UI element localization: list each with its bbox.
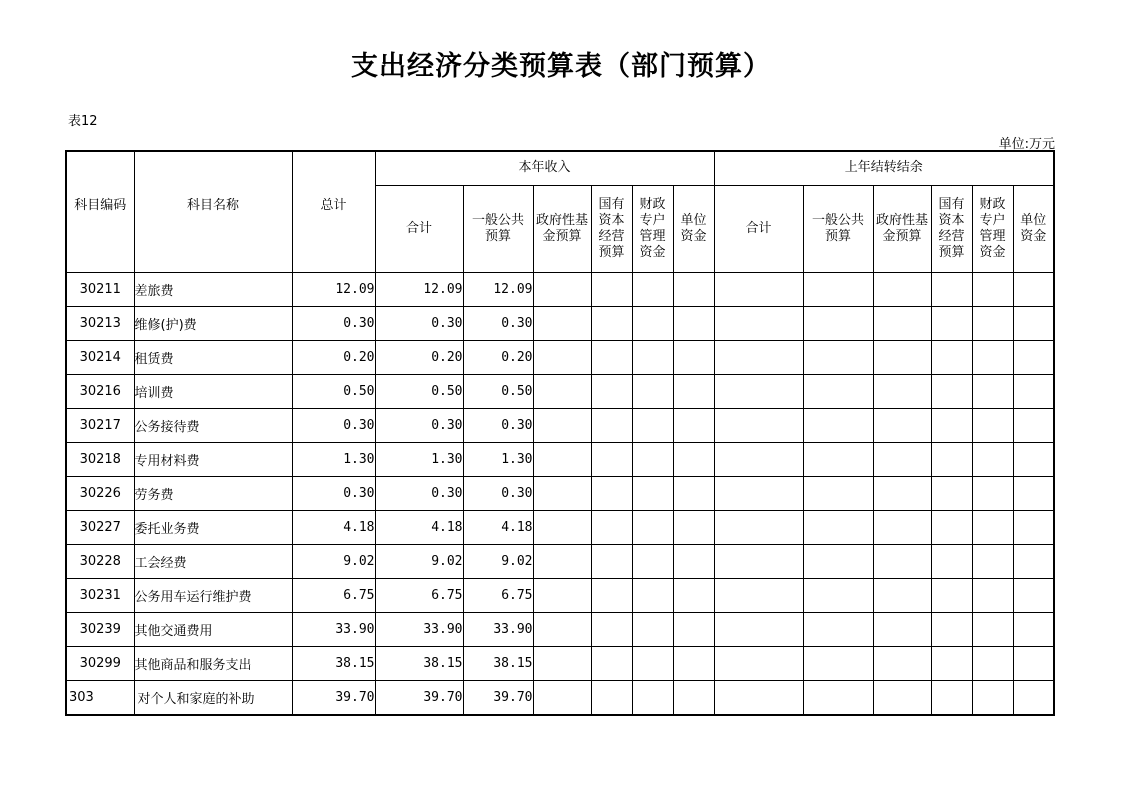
row-income-sum: 38.15 <box>375 646 463 680</box>
empty-cell <box>1013 476 1054 510</box>
empty-cell <box>533 374 591 408</box>
empty-cell <box>803 272 873 306</box>
row-name: 委托业务费 <box>134 510 292 544</box>
empty-cell <box>673 306 714 340</box>
table-number: 表12 <box>68 114 98 129</box>
table-row <box>66 544 1054 578</box>
empty-cell <box>1013 578 1054 612</box>
empty-cell <box>533 476 591 510</box>
empty-cell <box>931 408 972 442</box>
empty-cell <box>1013 544 1054 578</box>
empty-cell <box>972 374 1013 408</box>
empty-cell <box>931 544 972 578</box>
row-income-sum: 33.90 <box>375 612 463 646</box>
row-code: 30227 <box>66 510 134 544</box>
empty-cell <box>931 578 972 612</box>
empty-cell <box>673 510 714 544</box>
table-row <box>66 612 1054 646</box>
unit-label: 单位:万元 <box>998 137 1055 152</box>
empty-cell <box>591 272 632 306</box>
row-income-sum: 4.18 <box>375 510 463 544</box>
empty-cell <box>591 340 632 374</box>
empty-cell <box>632 510 673 544</box>
row-code: 30217 <box>66 408 134 442</box>
row-name: 租赁费 <box>134 340 292 374</box>
header-unit-fund: 单位资金 <box>673 185 714 272</box>
empty-cell <box>533 306 591 340</box>
row-name: 专用材料费 <box>134 442 292 476</box>
empty-cell <box>714 272 803 306</box>
empty-cell <box>591 442 632 476</box>
empty-cell <box>931 646 972 680</box>
empty-cell <box>1013 272 1054 306</box>
row-total: 0.30 <box>292 408 375 442</box>
row-income-sum: 9.02 <box>375 544 463 578</box>
empty-cell <box>673 544 714 578</box>
row-name: 差旅费 <box>134 272 292 306</box>
empty-cell <box>873 340 931 374</box>
table-row <box>66 680 1054 715</box>
empty-cell <box>533 578 591 612</box>
header-carry-fund-budget: 政府性基金预算 <box>873 185 931 272</box>
empty-cell <box>873 306 931 340</box>
row-name: 对个人和家庭的补助 <box>134 680 292 715</box>
empty-cell <box>972 612 1013 646</box>
empty-cell <box>873 272 931 306</box>
empty-cell <box>632 612 673 646</box>
empty-cell <box>931 374 972 408</box>
row-total: 6.75 <box>292 578 375 612</box>
table-row <box>66 272 1054 306</box>
empty-cell <box>873 510 931 544</box>
empty-cell <box>972 510 1013 544</box>
empty-cell <box>591 680 632 715</box>
empty-cell <box>931 340 972 374</box>
empty-cell <box>803 306 873 340</box>
empty-cell <box>931 680 972 715</box>
empty-cell <box>803 680 873 715</box>
empty-cell <box>591 612 632 646</box>
header-sum: 合计 <box>375 185 463 272</box>
empty-cell <box>714 408 803 442</box>
header-state-capital: 国有资本经营预算 <box>591 185 632 272</box>
empty-cell <box>803 544 873 578</box>
empty-cell <box>803 612 873 646</box>
header-special-account: 财政专户管理资金 <box>632 185 673 272</box>
row-code: 30231 <box>66 578 134 612</box>
header-carry-unit-fund: 单位资金 <box>1013 185 1054 272</box>
empty-cell <box>533 510 591 544</box>
empty-cell <box>591 408 632 442</box>
row-income-sum: 0.20 <box>375 340 463 374</box>
empty-cell <box>1013 510 1054 544</box>
row-income-sum: 39.70 <box>375 680 463 715</box>
empty-cell <box>533 646 591 680</box>
row-income-sum: 12.09 <box>375 272 463 306</box>
empty-cell <box>632 306 673 340</box>
empty-cell <box>972 680 1013 715</box>
empty-cell <box>714 680 803 715</box>
header-code: 科目编码 <box>66 151 134 272</box>
empty-cell <box>632 680 673 715</box>
row-name: 工会经费 <box>134 544 292 578</box>
row-name: 其他交通费用 <box>134 612 292 646</box>
table-row <box>66 306 1054 340</box>
empty-cell <box>714 544 803 578</box>
empty-cell <box>714 374 803 408</box>
empty-cell <box>803 340 873 374</box>
header-carry-general-budget: 一般公共预算 <box>803 185 873 272</box>
row-code: 30299 <box>66 646 134 680</box>
empty-cell <box>533 442 591 476</box>
empty-cell <box>591 510 632 544</box>
empty-cell <box>873 408 931 442</box>
empty-cell <box>972 646 1013 680</box>
empty-cell <box>803 646 873 680</box>
empty-cell <box>591 374 632 408</box>
empty-cell <box>1013 408 1054 442</box>
table-row <box>66 646 1054 680</box>
row-code: 30228 <box>66 544 134 578</box>
row-code: 30218 <box>66 442 134 476</box>
empty-cell <box>714 612 803 646</box>
row-total: 1.30 <box>292 442 375 476</box>
empty-cell <box>931 272 972 306</box>
row-total: 12.09 <box>292 272 375 306</box>
empty-cell <box>632 578 673 612</box>
row-name: 维修(护)费 <box>134 306 292 340</box>
empty-cell <box>714 306 803 340</box>
empty-cell <box>972 544 1013 578</box>
row-code: 30226 <box>66 476 134 510</box>
empty-cell <box>632 646 673 680</box>
empty-cell <box>873 578 931 612</box>
table-row <box>66 340 1054 374</box>
empty-cell <box>673 680 714 715</box>
header-general-budget: 一般公共预算 <box>463 185 533 272</box>
empty-cell <box>591 544 632 578</box>
row-total: 0.30 <box>292 476 375 510</box>
empty-cell <box>591 646 632 680</box>
empty-cell <box>533 544 591 578</box>
row-income-sum: 0.30 <box>375 408 463 442</box>
empty-cell <box>1013 374 1054 408</box>
row-income-general: 0.30 <box>463 306 533 340</box>
table-row <box>66 408 1054 442</box>
row-name: 劳务费 <box>134 476 292 510</box>
row-income-general: 0.30 <box>463 408 533 442</box>
empty-cell <box>533 680 591 715</box>
row-total: 0.50 <box>292 374 375 408</box>
row-total: 33.90 <box>292 612 375 646</box>
empty-cell <box>533 408 591 442</box>
row-total: 38.15 <box>292 646 375 680</box>
empty-cell <box>972 306 1013 340</box>
empty-cell <box>1013 442 1054 476</box>
empty-cell <box>714 476 803 510</box>
empty-cell <box>673 646 714 680</box>
empty-cell <box>632 544 673 578</box>
row-total: 0.30 <box>292 306 375 340</box>
row-income-sum: 6.75 <box>375 578 463 612</box>
table-row <box>66 374 1054 408</box>
row-income-general: 39.70 <box>463 680 533 715</box>
empty-cell <box>632 442 673 476</box>
empty-cell <box>931 442 972 476</box>
empty-cell <box>972 578 1013 612</box>
empty-cell <box>533 340 591 374</box>
header-name: 科目名称 <box>134 151 292 272</box>
empty-cell <box>972 476 1013 510</box>
empty-cell <box>873 374 931 408</box>
row-income-general: 9.02 <box>463 544 533 578</box>
empty-cell <box>931 306 972 340</box>
row-total: 0.20 <box>292 340 375 374</box>
empty-cell <box>714 646 803 680</box>
table-row <box>66 476 1054 510</box>
row-code: 30216 <box>66 374 134 408</box>
empty-cell <box>714 510 803 544</box>
row-name: 其他商品和服务支出 <box>134 646 292 680</box>
empty-cell <box>673 340 714 374</box>
empty-cell <box>972 340 1013 374</box>
page-title: 支出经济分类预算表（部门预算） <box>351 51 771 82</box>
row-total: 9.02 <box>292 544 375 578</box>
empty-cell <box>1013 306 1054 340</box>
empty-cell <box>803 578 873 612</box>
empty-cell <box>972 272 1013 306</box>
empty-cell <box>714 340 803 374</box>
table-row <box>66 510 1054 544</box>
empty-cell <box>803 408 873 442</box>
empty-cell <box>673 612 714 646</box>
row-code: 30213 <box>66 306 134 340</box>
row-income-general: 4.18 <box>463 510 533 544</box>
header-carry-state-capital: 国有资本经营预算 <box>931 185 972 272</box>
row-code: 303 <box>66 680 134 715</box>
row-income-general: 0.50 <box>463 374 533 408</box>
row-income-general: 0.30 <box>463 476 533 510</box>
row-name: 公务接待费 <box>134 408 292 442</box>
row-income-sum: 0.50 <box>375 374 463 408</box>
empty-cell <box>873 680 931 715</box>
empty-cell <box>873 612 931 646</box>
empty-cell <box>632 476 673 510</box>
empty-cell <box>873 476 931 510</box>
row-income-sum: 0.30 <box>375 306 463 340</box>
row-income-sum: 1.30 <box>375 442 463 476</box>
row-income-general: 38.15 <box>463 646 533 680</box>
empty-cell <box>873 646 931 680</box>
empty-cell <box>803 510 873 544</box>
empty-cell <box>1013 680 1054 715</box>
row-income-sum: 0.30 <box>375 476 463 510</box>
empty-cell <box>632 272 673 306</box>
empty-cell <box>1013 646 1054 680</box>
empty-cell <box>873 544 931 578</box>
empty-cell <box>533 272 591 306</box>
row-income-general: 12.09 <box>463 272 533 306</box>
table-row <box>66 578 1054 612</box>
empty-cell <box>632 374 673 408</box>
empty-cell <box>873 442 931 476</box>
table-row <box>66 442 1054 476</box>
row-code: 30211 <box>66 272 134 306</box>
row-name: 公务用车运行维护费 <box>134 578 292 612</box>
empty-cell <box>673 408 714 442</box>
header-current-income: 本年收入 <box>375 151 714 185</box>
empty-cell <box>632 408 673 442</box>
header-carry-special-account: 财政专户管理资金 <box>972 185 1013 272</box>
row-income-general: 0.20 <box>463 340 533 374</box>
empty-cell <box>673 272 714 306</box>
row-income-general: 6.75 <box>463 578 533 612</box>
empty-cell <box>673 476 714 510</box>
row-total: 39.70 <box>292 680 375 715</box>
empty-cell <box>972 408 1013 442</box>
empty-cell <box>1013 612 1054 646</box>
empty-cell <box>714 578 803 612</box>
empty-cell <box>632 340 673 374</box>
row-code: 30214 <box>66 340 134 374</box>
empty-cell <box>931 476 972 510</box>
empty-cell <box>1013 340 1054 374</box>
row-code: 30239 <box>66 612 134 646</box>
row-income-general: 1.30 <box>463 442 533 476</box>
budget-table <box>65 150 1055 716</box>
empty-cell <box>673 442 714 476</box>
empty-cell <box>591 306 632 340</box>
empty-cell <box>803 442 873 476</box>
empty-cell <box>972 442 1013 476</box>
empty-cell <box>714 442 803 476</box>
empty-cell <box>533 612 591 646</box>
header-total: 总计 <box>292 151 375 272</box>
header-carryover: 上年结转结余 <box>714 151 1054 185</box>
empty-cell <box>803 476 873 510</box>
empty-cell <box>931 510 972 544</box>
header-fund-budget: 政府性基金预算 <box>533 185 591 272</box>
header-carry-sum: 合计 <box>714 185 803 272</box>
row-name: 培训费 <box>134 374 292 408</box>
empty-cell <box>673 578 714 612</box>
row-total: 4.18 <box>292 510 375 544</box>
empty-cell <box>591 476 632 510</box>
empty-cell <box>803 374 873 408</box>
empty-cell <box>591 578 632 612</box>
empty-cell <box>673 374 714 408</box>
row-income-general: 33.90 <box>463 612 533 646</box>
empty-cell <box>931 612 972 646</box>
